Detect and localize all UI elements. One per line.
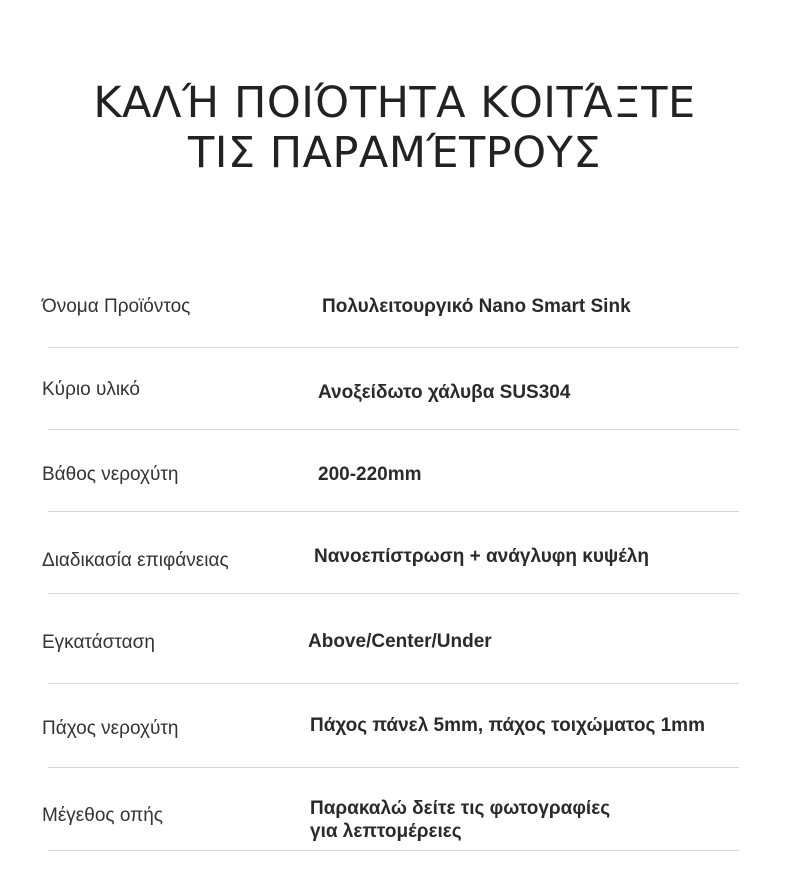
spec-value: Νανοεπίστρωση + ανάγλυφη κυψέλη (314, 546, 649, 567)
page-title-line-1: ΚΑΛΉ ΠΟΙΌΤΗΤΑ ΚΟΙΤΆΞΤΕ (93, 78, 696, 128)
spec-row-sink-thickness (42, 703, 739, 768)
spec-row-installation (42, 618, 739, 684)
spec-label: Όνομα Προϊόντος (42, 296, 191, 317)
spec-row-hole-size (42, 790, 739, 851)
spec-row-sink-depth (42, 451, 739, 512)
spec-label: Πάχος νεροχύτη (42, 718, 179, 739)
spec-row-material (42, 368, 739, 430)
spec-value: Ανοξείδωτο χάλυβα SUS304 (318, 382, 571, 403)
spec-label: Κύριο υλικό (42, 379, 140, 400)
spec-value-line-1: Παρακαλώ δείτε τις φωτογραφίες (310, 798, 611, 819)
spec-value: Πάχος πάνελ 5mm, πάχος τοιχώματος 1mm (310, 715, 705, 736)
page-title (0, 78, 789, 178)
page-title-line-2: ΤΙΣ ΠΑΡΑΜΈΤΡΟΥΣ (187, 128, 602, 178)
spec-value: Πολυλειτουργικό Nano Smart Sink (322, 296, 631, 317)
spec-label: Μέγεθος οπής (42, 805, 163, 826)
spec-label: Βάθος νεροχύτη (42, 464, 179, 485)
spec-row-product-name (42, 285, 739, 348)
spec-label: Εγκατάσταση (42, 632, 155, 653)
spec-label: Διαδικασία επιφάνειας (42, 550, 229, 571)
spec-value-line-2: για λεπτομέρειες (310, 821, 462, 842)
spec-value: Above/Center/Under (308, 631, 492, 652)
spec-value: 200-220mm (318, 464, 422, 485)
spec-row-surface-process (42, 534, 739, 594)
